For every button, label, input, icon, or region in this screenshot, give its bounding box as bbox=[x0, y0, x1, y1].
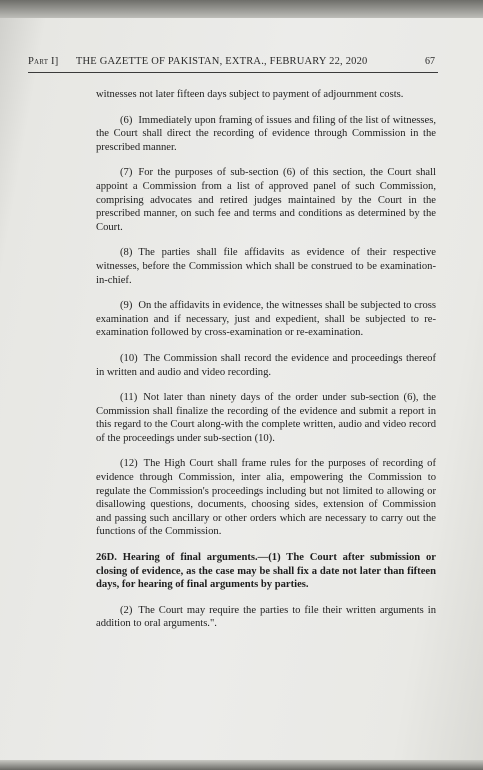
document-body bbox=[96, 88, 436, 643]
paragraph-number: (12) bbox=[120, 458, 138, 470]
header-part: Part I] bbox=[28, 56, 59, 67]
section-26d bbox=[96, 551, 436, 592]
paragraph-text: Immediately upon framing of issues and filing of the list of witnesses, the Court shall direct the recording of evidence through Commission in the prescribed manner. bbox=[96, 114, 436, 153]
section-heading: 26D. Hearing of final arguments.— bbox=[96, 552, 269, 564]
section-text: (1) The Court after submission or closing of evidence, as the case may be shall fix a date not later than fifteen days, for hearing of final arguments by parties. bbox=[96, 552, 436, 591]
paragraph-continuation bbox=[96, 88, 436, 102]
header-page-number: 67 bbox=[424, 56, 435, 67]
paragraph-number: (6) bbox=[120, 114, 133, 126]
header-rule bbox=[28, 72, 438, 73]
paragraph-11 bbox=[96, 391, 436, 445]
paragraph-text: Not later than ninety days of the order under sub-section (6), the Commission shall finalize the recording of the evidence and submit a report in this regard to the Court along-with the complete written, audio and video record of the proceedings under sub-section (10). bbox=[96, 392, 436, 444]
paragraph-number: (9) bbox=[120, 300, 133, 312]
paragraph-6 bbox=[96, 114, 436, 155]
paragraph-number: (11) bbox=[120, 392, 138, 404]
paragraph-text: The Court may require the parties to file their written arguments in addition to oral arguments.". bbox=[96, 604, 436, 630]
paragraph-7 bbox=[96, 166, 436, 234]
paragraph-8 bbox=[96, 246, 436, 287]
paragraph-text: The Commission shall record the evidence and proceedings thereof in written and audio and video recording. bbox=[96, 352, 436, 378]
page-top-edge bbox=[0, 0, 483, 18]
paragraph-number: (8) bbox=[120, 247, 133, 259]
paragraph-text: For the purposes of sub-section (6) of this section, the Court shall appoint a Commission from a list of approved panel of such Commission, comprising advocates and retired judges maintained by the Court in the prescribed manner, on such fee and terms and conditions as determined by the Court. bbox=[96, 167, 436, 233]
paragraph-number: (7) bbox=[120, 167, 133, 179]
paragraph-text: The High Court shall frame rules for the purposes of recording of evidence through Commission, inter alia, empowering the Commission to regulate the Commission's proceedings including but not limited to allowing or disallowing questions, documents, choosing sides, extension of Commission and passing such ancillary or other orders which are necessary to carry out the functions of the Commission. bbox=[96, 458, 436, 538]
paragraph-text: witnesses not later fifteen days subject to payment of adjournment costs. bbox=[96, 89, 404, 100]
header-title: THE GAZETTE OF PAKISTAN, EXTRA., FEBRUARY 22, 2020 bbox=[75, 56, 368, 67]
running-header bbox=[28, 56, 435, 67]
page-bottom-edge bbox=[0, 760, 483, 770]
paragraph-text: The parties shall file affidavits as evidence of their respective witnesses, before the Commission which shall be construed to be examination-in-chief. bbox=[96, 247, 436, 286]
paragraph-9 bbox=[96, 299, 436, 340]
paragraph-10 bbox=[96, 352, 436, 379]
paragraph-number: (2) bbox=[120, 604, 133, 616]
paragraph-12 bbox=[96, 457, 436, 539]
paragraph-text: On the affidavits in evidence, the witnesses shall be subjected to cross examination and if necessary, just and expedient, shall be subjected to re-examination followed by cross-examination or re-examination. bbox=[96, 300, 436, 339]
paragraph-number: (10) bbox=[120, 352, 138, 364]
paragraph-26d-2 bbox=[96, 604, 436, 631]
